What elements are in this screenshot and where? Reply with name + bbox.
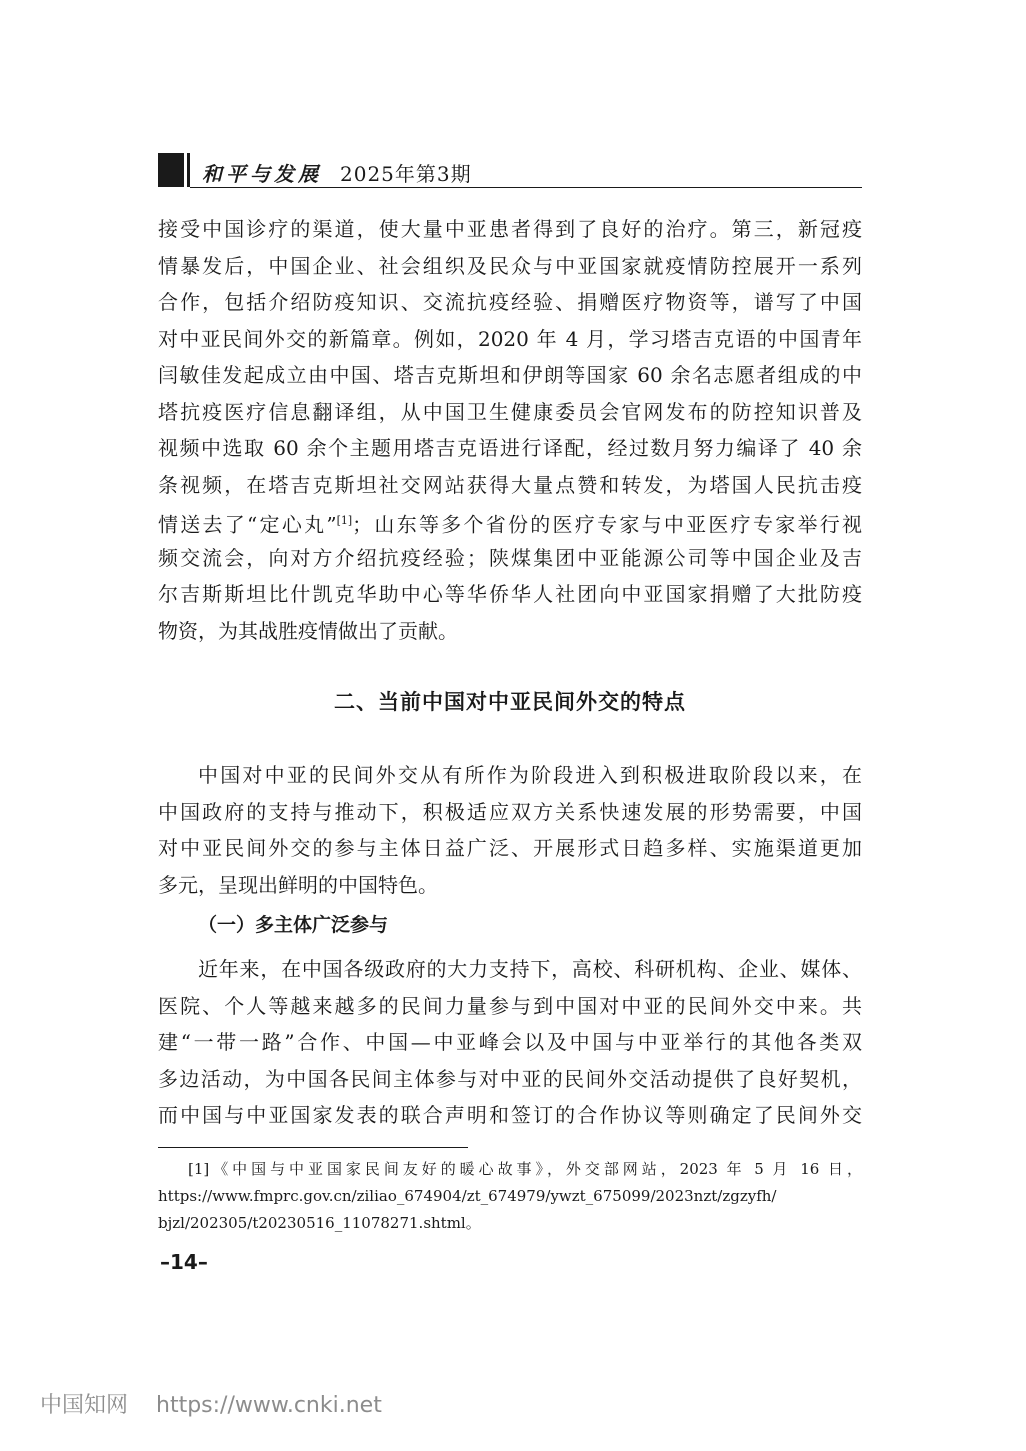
running-header: [158, 150, 862, 188]
paragraph-2-line-2: 中国政府的支持与推动下，积极适应双方关系快速发展的形势需要，中国: [158, 799, 862, 824]
paragraph-1-line-7: 视频中选取 60 余个主题用塔吉克语进行译配，经过数月努力编译了 40 余: [158, 436, 862, 460]
line-9-before-note: 情送去了“定心丸”: [158, 512, 337, 537]
footnote-url-part-2[interactable]: bjzl/202305/t20230516_11078271.shtml。: [158, 1214, 481, 1232]
watermark: [40, 1388, 382, 1419]
paragraph-1-line-3: 合作，包括介绍防疫知识、交流抗疫经验、捐赠医疗物资等，谱写了中国: [158, 290, 862, 314]
paragraph-3-line-3: 建“一带一路”合作、中国—中亚峰会以及中国与中亚举行的其他各类双: [158, 1030, 862, 1054]
issue-label: 2025年第3期: [340, 162, 472, 186]
header-rule: [190, 187, 862, 189]
page-number: –14–: [160, 1250, 208, 1274]
paragraph-3-line-1: 近年来，在中国各级政府的大力支持下，高校、科研机构、企业、媒体、: [198, 957, 862, 981]
line-9-after-note: ；山东等多个省份的医疗专家与中亚医疗专家举行视: [352, 512, 863, 537]
paragraph-1-line-4: 对中亚民间外交的新篇章。例如，2020 年 4 月，学习塔吉克语的中国青年: [158, 326, 862, 351]
footnote-reference-mark[interactable]: [1]: [336, 514, 353, 527]
subsection-heading: （一）多主体广泛参与: [198, 914, 389, 936]
paragraph-2-last-line: 多元，呈现出鲜明的中国特色。: [158, 872, 438, 897]
paragraph-3-line-5: 而中国与中亚国家发表的联合声明和签订的合作协议等则确定了民间外交: [158, 1103, 862, 1127]
footnote: [158, 1156, 862, 1237]
header-bar-mark: [158, 153, 184, 187]
paragraph-1-line-2: 情暴发后，中国企业、社会组织及民众与中亚国家就疫情防控展开一系列: [158, 253, 862, 278]
paragraph-2-line-3: 对中亚民间外交的参与主体日益广泛、开展形式日趋多样、实施渠道更加: [158, 836, 862, 860]
paragraph-3-line-4: 多边活动，为中国各民间主体参与对中亚的民间外交活动提供了良好契机，: [158, 1066, 862, 1091]
watermark-url: https://www.cnki.net: [156, 1393, 382, 1418]
paragraph-1-line-8: 条视频，在塔吉克斯坦社交网站获得大量点赞和转发，为塔国人民抗击疫: [158, 472, 862, 497]
paragraph-3-line-2: 医院、个人等越来越多的民间力量参与到中国对中亚的民间外交中来。共: [158, 993, 862, 1018]
footnote-citation: [1]《中国与中亚国家民间友好的暖心故事》，外交部网站，2023 年 5 月 16 日，: [188, 1160, 862, 1178]
paragraph-1-last-line: 物资，为其战胜疫情做出了贡献。: [158, 618, 458, 643]
paragraph-1-line-11: 尔吉斯斯坦比什凯克华助中心等华侨华人社团向中亚国家捐赠了大批防疫: [158, 582, 862, 606]
section-heading: 二、当前中国对中亚民间外交的特点: [334, 690, 686, 714]
paragraph-1-line-1: 接受中国诊疗的渠道，使大量中亚患者得到了良好的治疗。第三，新冠疫: [158, 217, 862, 241]
watermark-name: 中国知网: [40, 1393, 129, 1418]
footnote-url-part-1[interactable]: https://www.fmprc.gov.cn/ziliao_674904/zt_674979/ywzt_675099/2023nzt/zgzyfh/: [158, 1187, 777, 1205]
paragraph-1-line-6: 塔抗疫医疗信息翻译组，从中国卫生健康委员会官网发布的防控知识普及: [158, 399, 862, 424]
paragraph-1-line-10: 频交流会，向对方介绍抗疫经验；陕煤集团中亚能源公司等中国企业及吉: [158, 545, 862, 570]
paragraph-1-line-9: [158, 503, 862, 543]
paragraph-2-line-1: 中国对中亚的民间外交从有所作为阶段进入到积极进取阶段以来，在: [198, 763, 862, 787]
footnote-divider: [158, 1147, 468, 1148]
paragraph-1-line-5: 闫敏佳发起成立由中国、塔吉克斯坦和伊朗等国家 60 余名志愿者组成的中: [158, 363, 862, 387]
journal-title: 和平与发展: [202, 162, 322, 186]
